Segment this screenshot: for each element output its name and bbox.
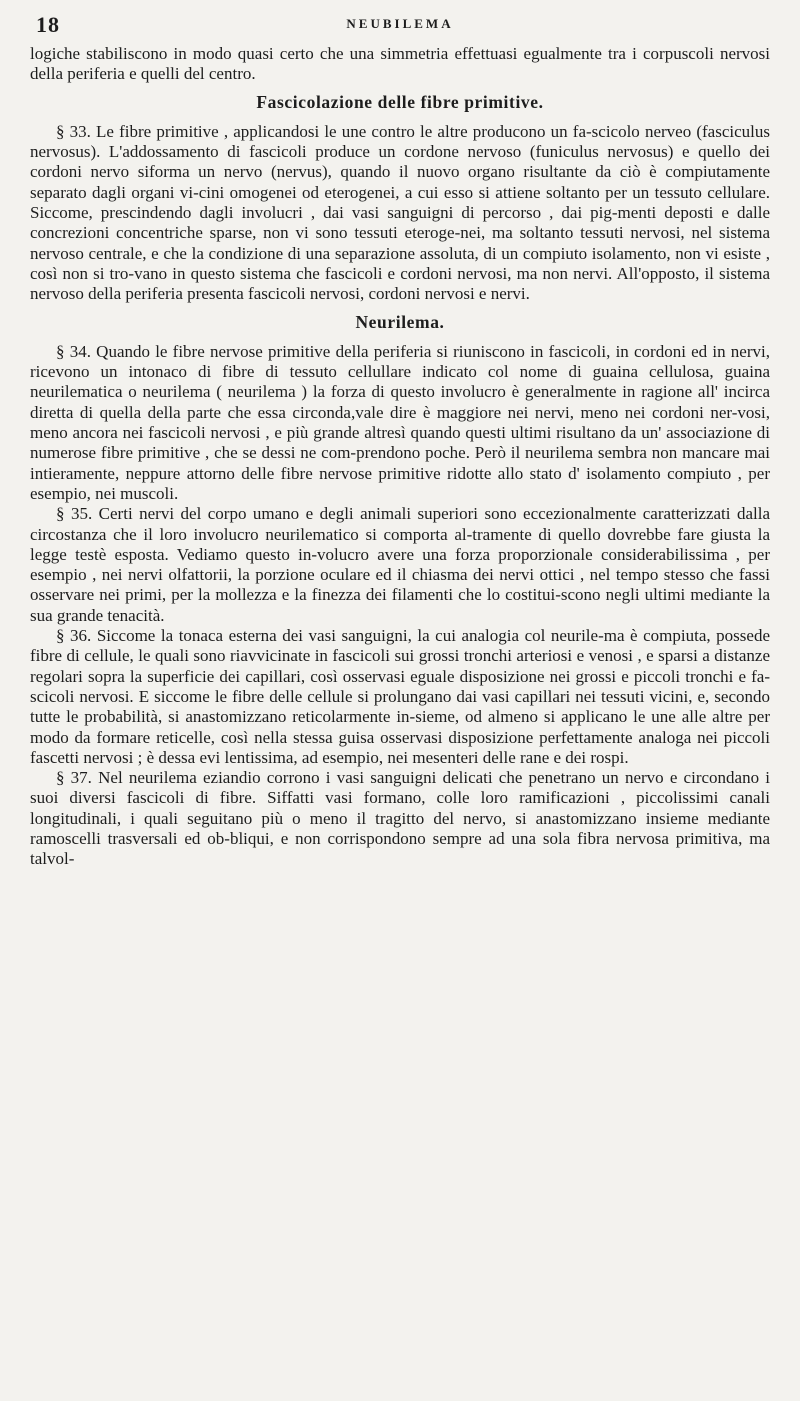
body-text xyxy=(30,44,770,870)
running-head: NEUBILEMA xyxy=(346,16,454,31)
page-header xyxy=(30,12,770,38)
page-number: 18 xyxy=(36,12,60,37)
paragraph-34: § 34. Quando le fibre nervose primitive della periferia si riuniscono in fascicoli, in cordoni ed in nervi, ricevono un intonaco di fibre di tessuto cellullare indicato col nome di guaina cellulosa, guaina neurilematica o neurilema ( neurilema ) la forza di questo involucro è generalmente in ragione all' incirca diretta di quella della parte che essa circonda,vale dire è maggiore nei nervi, meno nei cordoni ner-vosi, meno ancora nei fascicoli nervosi , e più grande altresì quando questi ultimi risultano da un' associazione di numerose fibre primitive , che se dessi ne com-prendono poche. Però il neurilema sembra non mancare mai intieramente, neppure attorno delle fibre nervose primitive ridotte allo stato d' isolamento compiuto , per esempio, nei muscoli. xyxy=(30,341,770,503)
paragraph-continuation: logiche stabiliscono in modo quasi certo che una simmetria effettuasi egualmente tra i corpuscoli nervosi della periferia e quelli del centro. xyxy=(30,44,770,84)
paragraph-33: § 33. Le fibre primitive , applicandosi le une contro le altre producono un fa-scicolo nerveo (fasciculus nervosus). L'addossamento di fascicoli produce un cordone nervoso (funiculus nervosus) e quello dei cordoni nervo siforma un nervo (nervus), quando il nuovo organo risultante da ciò è compiutamente separato dagli organi vi-cini omogenei od eterogenei, a cui esso si attiene soltanto per un tessuto cellulare. Siccome, prescindendo dagli involucri , dai vasi sanguigni di percorso , dai pig-menti deposti e dalle concrezioni concentriche sparse, non vi sono tessuti eteroge-nei, ma soltanto tessuti nervosi, nel sistema nervoso centrale, e che la condizione di una separazione assoluta, di un compiuto isolamento, non vi esiste , così non si tro-vano in questo sistema che fascicoli e cordoni nervosi, ma non nervi. All'opposto, il sistema nervoso della periferia presenta fascicoli nervosi, cordoni nervosi e nervi. xyxy=(30,121,770,304)
paragraph-36: § 36. Siccome la tonaca esterna dei vasi sanguigni, la cui analogia col neurile-ma è compiuta, possede fibre di cellule, le quali sono riavvicinate in fascicoli sui grossi tronchi arteriosi e venosi , e sparsi a distanze regolari sopra la superficie dei capillari, così osservasi eguale disposizione nei grossi e piccoli tronchi e fa-scicoli nervosi. E siccome le fibre delle cellule si prolungano dai vasi capillari nei tessuti vicini, e, secondo tutte le probabilità, si anastomizzano reticolarmente in-sieme, od almeno si applicano le une alle altre per modo da formare reticelle, così nella stessa guisa osservasi disposizione perfettamente analoga nei piccoli fascetti nervosi ; è dessa evi lentissima, ad esempio, nei mesenteri delle rane e dei rospi. xyxy=(30,626,770,767)
paragraph-35: § 35. Certi nervi del corpo umano e degli animali superiori sono eccezionalmente caratterizzati dalla circostanza che il loro involucro neurilematico si comporta al-tramente di quello dovrebbe fare giusta la legge testè esposta. Vediamo questo in-volucro avere una forza proporzionale considerabilissima , per esempio , nei nervi olfattorii, la porzione oculare ed il chiasma dei nervi ottici , nel tempo stesso che fassi osservare nei primi, per la mollezza e la finezza dei filamenti che lo costitui-scono negli ultimi mediante la sua grande tenacità. xyxy=(30,504,770,625)
section-heading-fascicolazione: Fascicolazione delle fibre primitive. xyxy=(256,91,544,112)
section-heading-neurilema: Neurilema. xyxy=(355,311,445,332)
paragraph-37: § 37. Nel neurilema eziandio corrono i vasi sanguigni delicati che penetrano un nervo e circondano i suoi diversi fascicoli di fibre. Siffatti vasi formano, colle loro ramificazioni , piccolissimi canali longitudinali, i quali seguitano più o meno il tragitto del nervo, si anastomizzano insieme mediante ramoscelli trasversali ed ob-bliqui, e non corrispondono sempre ad una sola fibra nervosa primitiva, ma talvol- xyxy=(30,768,770,869)
